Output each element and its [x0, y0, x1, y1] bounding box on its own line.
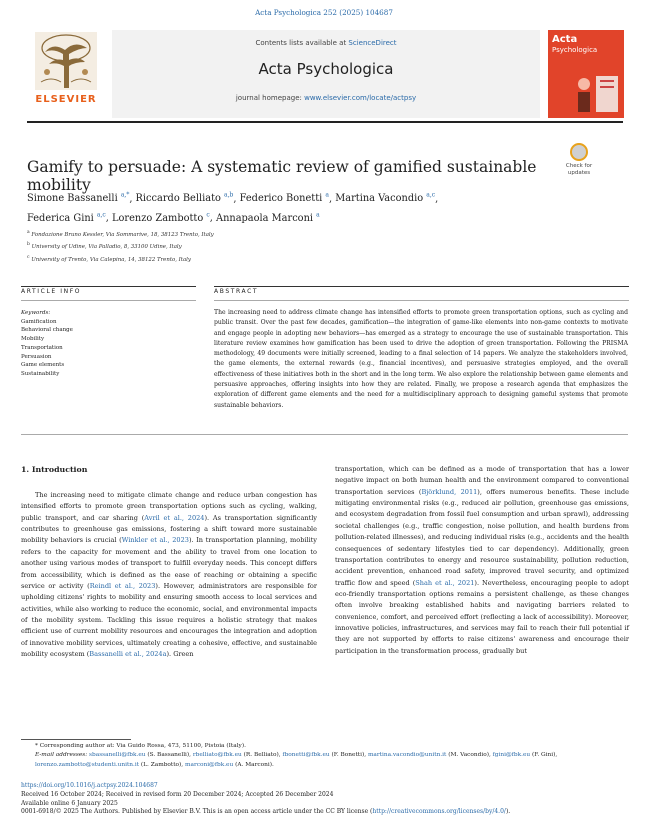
keyword: Game elements [21, 362, 65, 369]
elsevier-tree-icon [35, 32, 97, 90]
email-link[interactable]: lorenzo.zambotto@studenti.unitn.it [35, 761, 140, 768]
keyword: Sustainability [21, 370, 60, 377]
affiliation: $^b$ University of Udine, Via Palladio, 8, 33100 Udine, Italy [27, 242, 182, 251]
author[interactable]: Martina Vacondio $^{a,c}$ [335, 192, 436, 205]
email-link[interactable]: marconi@fbk.eu [185, 761, 234, 768]
author[interactable]: Federico Bonetti $^a$ [239, 192, 329, 205]
contents-prefix: Contents lists available at [255, 39, 349, 47]
email-owner: (S. Bassanelli), [147, 752, 193, 759]
journal-title: Acta Psychologica [258, 60, 394, 78]
cover-title [552, 34, 597, 56]
cover-title-line1: Acta [552, 34, 578, 45]
article-title: Gamify to persuade: A systematic review of gamified sustainable mobility [27, 158, 537, 194]
abstract-text: The increasing need to address climate change has intensified efforts to promote green transportation options, such as cycling and public transit. Over the past few decades, gamification—the integration of game-like elements into non-game contexts to motivate and engage people in adopting new behaviors—has emerged as a strategy to encourage the use of sustainable transportation. This literature review examines how gamification has been used to drive the adoption of green transportation. Following the PRISMA methodology, 49 documents were initially screened, leading to a final selection of 14 papers. We analyze the stakeholders involved, the game elements, the external rewards (e.g., financial incentives), and persuasive strategies employed, and the overall effectiveness of these initiatives both in the short and in the long term. We also explore the relationship between game elements and persuasive approaches, offering insights into how they are related. Finally, we propose a research agenda that emphasizes the exploration of different game elements and the need for a multidisciplinary approach to designing gameful systems that promote sustainable behaviors. [214, 309, 628, 409]
elsevier-wordmark: ELSEVIER [35, 94, 97, 105]
cover-figure-icon [566, 70, 622, 116]
email-owner: (R. Belliato), [243, 752, 283, 759]
citation-link[interactable]: Björklund, 2011 [421, 487, 478, 496]
journal-masthead [112, 30, 540, 118]
body-text: ). In transportation planning, mobility refers to the capacity for movement and the ability to travel from one location to another using various modes of transport to fulfill everyday needs. This concept differs from accessibility, which is defined as the ease of reaching or obtaining a specific service or activity ( [21, 536, 318, 590]
contents-line [112, 39, 540, 47]
citation-link[interactable]: Reindl et al., 2023 [89, 581, 156, 590]
received-dates: Received 16 October 2024; Received in revised form 20 December 2024; Accepted 26 December 2024 [21, 790, 334, 798]
body-column-right [335, 464, 629, 657]
article-info-rule [21, 286, 196, 287]
keywords-label: Keywords: [21, 310, 51, 316]
keyword: Transportation [21, 344, 63, 351]
journal-reference[interactable]: Acta Psychologica 252 (2025) 104687 [255, 8, 393, 17]
keyword: Mobility [21, 336, 45, 343]
citation-link[interactable]: Avril et al., 2024 [144, 513, 205, 522]
author[interactable]: Federica Gini $^{a,c}$ [27, 211, 106, 224]
footnotes [21, 742, 628, 770]
sciencedirect-link[interactable]: ScienceDirect [348, 39, 397, 47]
homepage-line [112, 94, 540, 102]
citation-link[interactable]: Shah et al., 2021 [415, 578, 475, 587]
email-addresses [21, 751, 628, 770]
body-text: ), offers numerous benefits. These include mitigating environmental risks (e.g., reduced air pollution, greenhouse gas emissions, and ecosystem degradation from fossil fuel consumption and urban sprawl), addressing societal challenges (e.g., traffic congestion, noise pollution, and health burdens from pollution-related illnesses), and reducing individual risks (e.g., accidents and the health consequences of sedentary lifestyles tied to car dependency). Additionally, green transportation contributes to energy and resource sustainability, pollution reduction, accident prevention, enhanced road safety, improved travel security, and optimized traffic flow and speed ( [335, 487, 629, 587]
license-text: 0001-6918/© 2025 The Authors. Published by Elsevier B.V. This is an open access article under the CC BY license ( [21, 808, 373, 816]
author[interactable]: Riccardo Belliato $^{a,b}$ [135, 192, 234, 205]
email-owner: (M. Vacondio), [448, 752, 493, 759]
email-link[interactable]: martina.vacondio@unitn.it [367, 752, 447, 759]
keyword: Behavioral change [21, 327, 73, 334]
email-link[interactable]: fbonetti@fbk.eu [282, 752, 330, 759]
citation-link[interactable]: Winkler et al., 2023 [121, 536, 189, 545]
email-link[interactable]: rbelliato@fbk.eu [192, 752, 242, 759]
body-column-left [21, 490, 317, 660]
license-line [21, 808, 628, 817]
journal-cover-thumbnail[interactable] [548, 30, 624, 118]
email-owner: (F. Bonetti), [331, 752, 368, 759]
abstract-heading: ABSTRACT [214, 288, 259, 295]
email-owner: (F. Gini), [531, 752, 558, 759]
crossmark-icon [570, 143, 588, 161]
body-text: ). As transportation significantly contributes to greenhouse gas emissions, fostering a shift toward more sustainable mobility behaviors is crucial ( [21, 513, 317, 545]
email-owner: (L. Zambotto), [140, 761, 185, 768]
body-text: ). However, administrators are responsible for upholding citizens' rights to mobility and ensuring smooth access to local services and activities, while also working to reduce the economic, social, and environmental impacts of the mobility system. Tackling this issue requires a holistic strategy that makes efficient use of current mobility resources and encourages the integration and adoption of innovative mobility services, ultimately creating a cohesive, effective, and sustainable mobility ecosystem ( [21, 581, 317, 659]
publication-info [21, 782, 628, 817]
abstract-rule-bottom [21, 434, 628, 435]
abstract-subrule [214, 300, 629, 301]
citation-link[interactable]: Bassanelli et al., 2024a [89, 650, 167, 659]
cover-title-line2: Psychologica [552, 46, 598, 54]
body-text: ). Nevertheless, encouraging people to adopt eco-friendly transportation options remains a persistent challenge, as these changes often involve breaking established habits and navigating barriers related to convenience, comfort, and perceived effort (reflecting a lack of accessibility). Moreover, innovative policies, infrastructures, and services may fail to reach their full potential if they are not supported by efforts to raise citizens' awareness and encourage their participation in the transformation process, gradually but [335, 578, 630, 655]
affiliation: $^c$ University of Trento, Via Calepina, 14, 38122 Trento, Italy [27, 254, 191, 263]
author[interactable]: Annapaola Marconi $^a$ [216, 211, 320, 224]
abstract-rule-top [214, 286, 629, 287]
affiliation-list [27, 228, 427, 265]
author[interactable]: Lorenzo Zambotto $^c$ [112, 211, 210, 224]
header-divider [27, 121, 623, 123]
email-label: E-mail addresses: [35, 752, 90, 759]
elsevier-logo[interactable] [27, 30, 105, 112]
section-heading-introduction: 1. Introduction [21, 465, 88, 474]
email-owner: (A. Marconi). [235, 761, 274, 768]
check-for-updates-badge[interactable] [562, 143, 596, 185]
article-info-heading: ARTICLE INFO [21, 288, 82, 295]
homepage-prefix: journal homepage: [235, 94, 305, 102]
email-link[interactable]: fgini@fbk.eu [492, 752, 531, 759]
body-text: ). Green [166, 650, 194, 659]
license-link[interactable]: http://creativecommons.org/licenses/by/4.0/ [372, 808, 506, 816]
footnote-divider [21, 739, 131, 740]
affiliation: $^a$ Fondazione Bruno Kessler, Via Sommarive, 18, 38123 Trento, Italy [27, 230, 214, 238]
keyword: Persuasion [21, 353, 52, 360]
homepage-link[interactable]: www.elsevier.com/locate/actpsy [304, 94, 417, 102]
author-list: Simone Bassanelli $^{a,*}$, Riccardo Belliato $^{a,b}$, Federico Bonetti $^a$, Martina Vacondio $^{a,c}$, Federica Gini $^{a,c}$, Lorenzo Zambotto $^c$, Annapaola Marconi $^a$ [27, 192, 439, 224]
author[interactable]: Simone Bassanelli $^{a,*}$ [27, 192, 130, 205]
available-online: Available online 6 January 2025 [21, 799, 118, 807]
email-link[interactable]: sbassanelli@fbk.eu [89, 752, 146, 759]
keyword: Gamification [21, 318, 57, 325]
body-text: The increasing need to mitigate climate change and reduce urban congestion has intensified efforts to promote green transportation options such as cycling, walking, public transport, and car sharing ( [21, 491, 317, 522]
keyword-list [21, 309, 196, 379]
crossmark-label: Check for updates [565, 163, 593, 176]
license-suffix: ). [505, 808, 511, 816]
doi-link[interactable]: https://doi.org/10.1016/j.actpsy.2024.104687 [21, 782, 158, 789]
article-info-subrule [21, 300, 196, 301]
body-text: transportation, which can be defined as a mode of transportation that has a lower negative impact on both human health and the environment compared to conventional transportation services ( [335, 465, 629, 496]
corresponding-author-note: * Corresponding author at: Via Guido Rossa, 473, 51100, Pistoia (Italy). [35, 743, 246, 749]
